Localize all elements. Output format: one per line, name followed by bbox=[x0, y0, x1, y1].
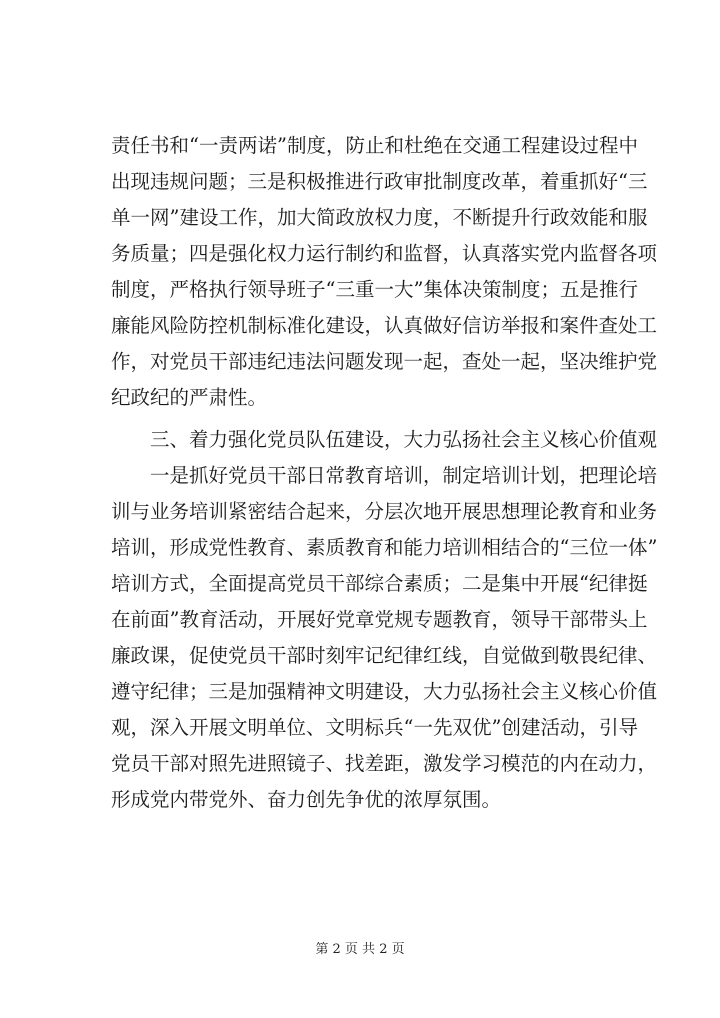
paragraph-line: 纪政纪的严肃性。 bbox=[111, 386, 268, 409]
paragraph-line: 一是抓好党员干部日常教育培训，制定培训计划，把理论培 bbox=[150, 464, 658, 487]
paragraph-line: 责任书和“一责两诺”制度，防止和杜绝在交通工程建设过程中 bbox=[111, 134, 638, 157]
paragraph-line: 培训方式，全面提高党员干部综合素质；二是集中开展“纪律挺 bbox=[111, 572, 648, 595]
paragraph-line: 党员干部对照先进照镜子、找差距，激发学习模范的内在动力， bbox=[111, 752, 658, 775]
paragraph-line: 廉政课，促使党员干部时刻牢记纪律红线，自觉做到敬畏纪律、 bbox=[111, 644, 658, 667]
section-heading: 三、着力强化党员队伍建设，大力弘扬社会主义核心价值观 bbox=[150, 428, 658, 451]
paragraph-line: 制度，严格执行领导班子“三重一大”集体决策制度；五是推行 bbox=[111, 278, 638, 301]
paragraph-line: 训与业务培训紧密结合起来，分层次地开展思想理论教育和业务 bbox=[111, 500, 658, 523]
paragraph-line: 廉能风险防控机制标准化建设，认真做好信访举报和案件查处工 bbox=[111, 314, 658, 337]
paragraph-line: 作，对党员干部违纪违法问题发现一起，查处一起，坚决维护党 bbox=[111, 350, 658, 373]
paragraph-line: 务质量；四是强化权力运行制约和监督，认真落实党内监督各项 bbox=[111, 242, 658, 265]
page-number-footer: 第 2 页 共 2 页 bbox=[315, 942, 405, 957]
paragraph-line: 出现违规问题；三是积极推进行政审批制度改革，着重抓好“三 bbox=[111, 170, 648, 193]
paragraph-line: 在前面”教育活动，开展好党章党规专题教育，领导干部带头上 bbox=[111, 608, 648, 631]
paragraph-line: 形成党内带党外、奋力创先争优的浓厚氛围。 bbox=[111, 788, 502, 811]
paragraph-line: 培训，形成党性教育、素质教育和能力培训相结合的“三位一体” bbox=[111, 536, 658, 559]
paragraph-line: 遵守纪律；三是加强精神文明建设，大力弘扬社会主义核心价值 bbox=[111, 680, 658, 703]
paragraph-line: 观，深入开展文明单位、文明标兵“一先双优”创建活动，引导 bbox=[111, 716, 638, 739]
paragraph-line: 单一网”建设工作，加大简政放权力度，不断提升行政效能和服 bbox=[111, 206, 648, 229]
